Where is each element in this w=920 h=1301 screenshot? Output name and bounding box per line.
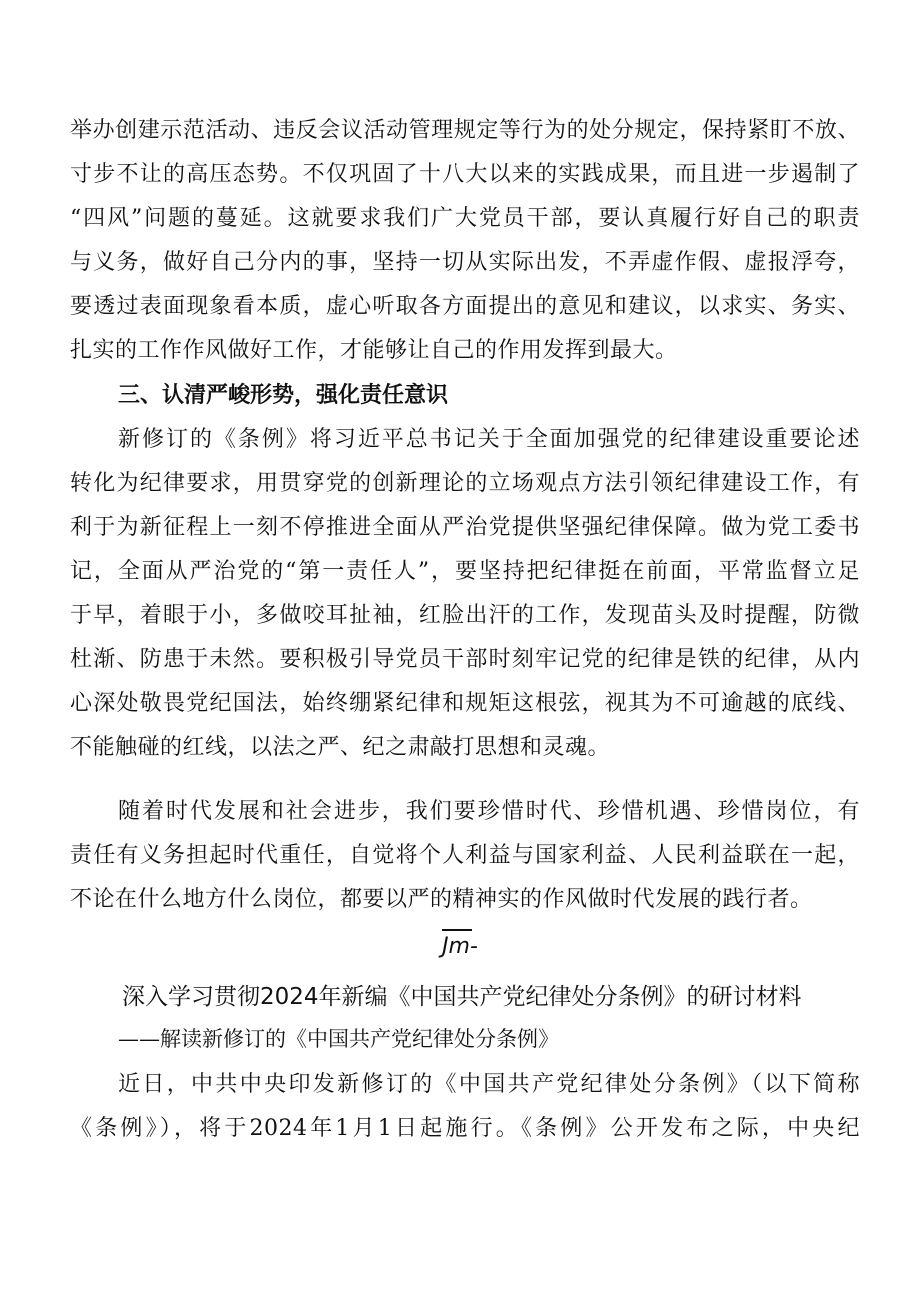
paragraph-4-line: 《条例》），将于2024年1月1日起施行。《条例》公开发布之际，中央纪 xyxy=(70,1116,860,1141)
document-subtitle: ——解读新修订的《中国共产党纪律处分条例》 xyxy=(118,1027,559,1051)
paragraph-1-line: 寸步不让的高压态势。不仅巩固了十八大以来的实践成果，而且进一步遏制了 xyxy=(70,162,860,187)
paragraph-2-line: 利于为新征程上一刻不停推进全面从严治党提供坚强纪律保障。做为党工委书 xyxy=(70,515,860,540)
paragraph-2-line: 心深处敬畏党纪国法，始终绷紧纪律和规矩这根弦，视其为不可逾越的底线、 xyxy=(70,691,860,716)
paragraph-1-line: “四风”问题的蔓延。这就要求我们广大党员干部，要认真履行好自己的职责 xyxy=(70,206,860,231)
separator-text: Jm- xyxy=(442,934,478,959)
paragraph-3-line: 不论在什么地方什么岗位，都要以严的精神实的作风做时代发展的践行者。 xyxy=(70,887,813,912)
paragraph-2-line: 不能触碰的红线，以法之严、纪之肃敲打思想和灵魂。 xyxy=(70,735,611,760)
paragraph-1-line: 与义务，做好自己分内的事，坚持一切从实际出发，不弄虚作假、虚报浮夸， xyxy=(70,250,860,275)
paragraph-2-line: 记，全面从严治党的“第一责任人”，要坚持把纪律挺在前面，平常监督立足 xyxy=(70,559,860,584)
paragraph-1-line: 扎实的工作作风做好工作，才能够让自己的作用发挥到最大。 xyxy=(70,338,678,363)
paragraph-3-line: 随着时代发展和社会进步，我们要珍惜时代、珍惜机遇、珍惜岗位，有 xyxy=(118,799,860,824)
separator-bar xyxy=(442,929,472,931)
paragraph-1-line: 要透过表面现象看本质，虚心听取各方面提出的意见和建议，以求实、务实、 xyxy=(70,294,860,319)
section-heading: 三、认清严峻形势，强化责任意识 xyxy=(118,383,449,408)
section-separator xyxy=(432,925,488,965)
paragraph-3-line: 责任有义务担起时代重任，自觉将个人利益与国家利益、人民利益联在一起， xyxy=(70,843,860,868)
paragraph-2-line: 于早，着眼于小，多做咬耳扯袖，红脸出汗的工作，发现苗头及时提醒，防微 xyxy=(70,603,860,628)
paragraph-2-line: 转化为纪律要求，用贯穿党的创新理论的立场观点方法引领纪律建设工作，有 xyxy=(70,471,860,496)
paragraph-1-line: 举办创建示范活动、违反会议活动管理规定等行为的处分规定，保持紧盯不放、 xyxy=(70,118,860,143)
paragraph-2-line: 新修订的《条例》将习近平总书记关于全面加强党的纪律建设重要论述 xyxy=(118,427,860,452)
paragraph-2-line: 杜渐、防患于未然。要积极引导党员干部时刻牢记党的纪律是铁的纪律，从内 xyxy=(70,647,860,672)
document-title: 深入学习贯彻2024年新编《中国共产党纪律处分条例》的研讨材料 xyxy=(122,984,802,1010)
paragraph-4-line: 近日，中共中央印发新修订的《中国共产党纪律处分条例》（以下简称 xyxy=(118,1072,860,1097)
